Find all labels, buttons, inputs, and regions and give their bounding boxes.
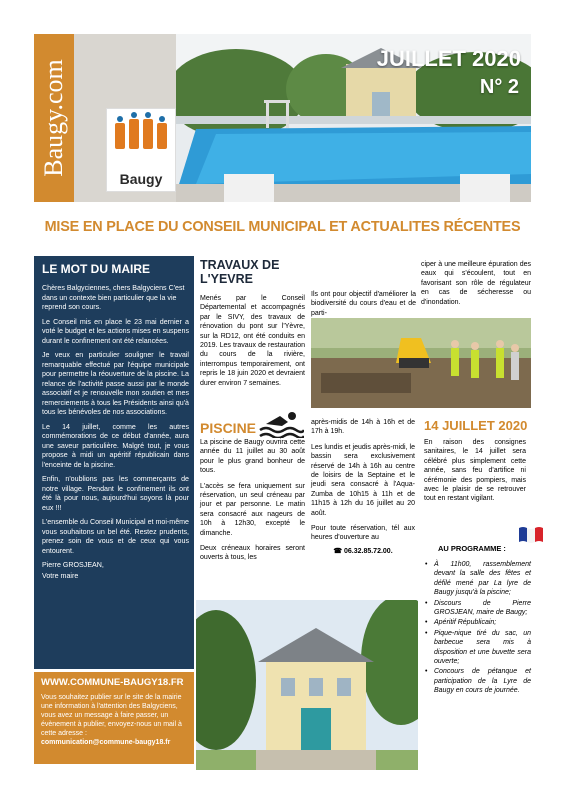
baugy-logo (106, 108, 176, 192)
website-link[interactable]: WWW.COMMUNE-BAUGY18.FR (41, 677, 184, 688)
website-text: Vous souhaitez publier sur le site de la mairie une information à l'attention des Balgyciens, vous avez un message à faire passer, un évènement à publier, envoyez-nous un mail à cette adresse : (41, 694, 182, 737)
programme-item: • Discours de Pierre GROSJEAN, maire de Baugy; (424, 599, 531, 618)
piscine-paragraph: La piscine de Baugy ouvrira cette année du 11 juillet au 30 août pour le plus grand bonheur de tous. (200, 439, 305, 475)
piscine-paragraph: L'accès se fera uniquement sur réservation, un seul créneau par jour et par personne. Le matin sera consacré aux nageurs de 10h à 12h30, excepté le dimanche. (200, 482, 305, 537)
piscine-paragraph: Deux créneaux horaires seront ouverts à tous, les (200, 545, 305, 562)
mayor-paragraph: Le Conseil mis en place le 23 mai dernier a voté le budget et les actions mises en suspens durant le confinement ont été relancées. (42, 317, 189, 345)
travaux-text-col3: ciper à une meilleure épuration des eaux qui s'écoulent, tout en favorisant son rôle de régulateur en cas de sécheresse ou d'inondation. (421, 261, 531, 306)
programme-item: • À 11h00, rassemblement devant la salle des fêtes et défilé mené par La lyre de Baugy jusqu'à la piscine; (424, 560, 531, 598)
travaux-text-col2: Ils ont pour objectif d'améliorer la biodiversité du cours d'eau et de parti- (311, 291, 416, 317)
programme-item: • Concours de pétanque et participation de la Lyre de Baugy en cours de journée. (424, 667, 531, 695)
juillet-title: 14 JUILLET 2020 (424, 418, 528, 433)
mayor-paragraph: Enfin, n'oublions pas les commerçants de notre village. Pendant le confinement ils ont été là pour nous, aujourd'hui soyons là pour eux !!! (42, 475, 189, 512)
juillet-intro: En raison des consignes sanitaires, le 14 juillet sera célébré plus simplement cette année, sans feu d'artifice ni cérémonie des pompiers, mais avec le plaisir de se retrouver tout en restant vigilant. (424, 439, 526, 503)
swimmer-icon (258, 408, 304, 438)
mayor-word-box (34, 256, 194, 669)
mayor-paragraph: L'ensemble du Conseil Municipal et moi-même vous souhaitons un bel été. Restez prudents, prenez soin de vous et de ceux qui vous entourent. (42, 518, 189, 555)
mayor-body (42, 284, 189, 586)
website-box (34, 672, 194, 764)
phone-number[interactable]: ☎ 06.32.85.72.00. (333, 547, 393, 555)
river-works-photo (311, 318, 531, 408)
travaux-text-col1: Menés par le Conseil Départemental et accompagnés par le SIVY, des travaux de rénovation du pont sur l'Yèvre, sur la RD12, ont été conduits en 2019. Les travaux de restauration du cours de la rivière, interrompus temporairement, ont repris le 18 juin 2020 et devraient durer environ 7 semaines. (200, 295, 305, 387)
logo-label: Baugy (119, 171, 163, 187)
mayor-title: LE MOT DU MAIRE (42, 262, 150, 276)
piscine-paragraph: Pour toute réservation, tél aux heures d'ouverture au (311, 525, 415, 542)
brand-text: Baugy.com (39, 59, 68, 177)
mayor-paragraph: Le 14 juillet, comme les autres commémorations de ce début d'année, aura une saveur particulière. Malgré tout, je vous propose à midi un apéritif républicain dans l'enceinte de la piscine. (42, 422, 189, 469)
programme-list (424, 560, 531, 697)
email-link[interactable]: communication@commune-baugy18.fr (41, 739, 171, 746)
french-flag-icon (518, 525, 544, 543)
issue-number: N° 2 (479, 76, 519, 98)
travaux-title: TRAVAUX DE L'YEVRE (200, 258, 280, 286)
header-banner (34, 34, 531, 202)
page-title: MISE EN PLACE DU CONSEIL MUNICIPAL ET ACTUALITES RÉCENTES (44, 218, 521, 235)
brand-bar (34, 34, 74, 202)
programme-item: • Apéritif Républicain; (424, 618, 531, 627)
mayor-paragraph: Chères Balgyciennes, chers Balgyciens C'est dans un contexte bien particulier que la vie reprend son cours. (42, 284, 185, 311)
mayor-signature: Pierre GROSJEAN, (42, 561, 104, 569)
piscine-paragraph: après-midis de 14h à 16h et de 17h à 19h. (311, 419, 415, 436)
town-hall-photo (196, 600, 418, 770)
mayor-paragraph: Je veux en particulier souligner le travail remarquable effectué par l'équipe municipale pour permettre la réouverture de la piscine. La relance de l'activité passe aussi par le monde associatif et je renouvelle mon soutien et mes remerciements à tous les Présidents ainsi qu'à tous les bénévoles de nos associations. (42, 351, 189, 416)
piscine-title: PISCINE (200, 420, 257, 436)
piscine-text-col2 (311, 418, 415, 562)
website-body (41, 693, 189, 747)
programme-item: • Pique-nique tiré du sac, un barbecue sera mis à disposition et une buvette sera ouverte; (424, 629, 531, 667)
piscine-paragraph: Les lundis et jeudis après-midi, le bassin sera exclusivement réservé de 14h à 16h au centre de loisirs de la Septaine et le jeudi sera consacré à l'Aqua-Zumba de 10h15 à 11h et de 11h15 à 12h du 16 juillet au 20 août. (311, 443, 415, 517)
issue-date: JUILLET 2020 (376, 46, 521, 71)
mayor-signature-role: Votre maire (42, 571, 79, 580)
piscine-text-col1 (200, 438, 305, 569)
programme-title: AU PROGRAMME : (438, 544, 506, 553)
